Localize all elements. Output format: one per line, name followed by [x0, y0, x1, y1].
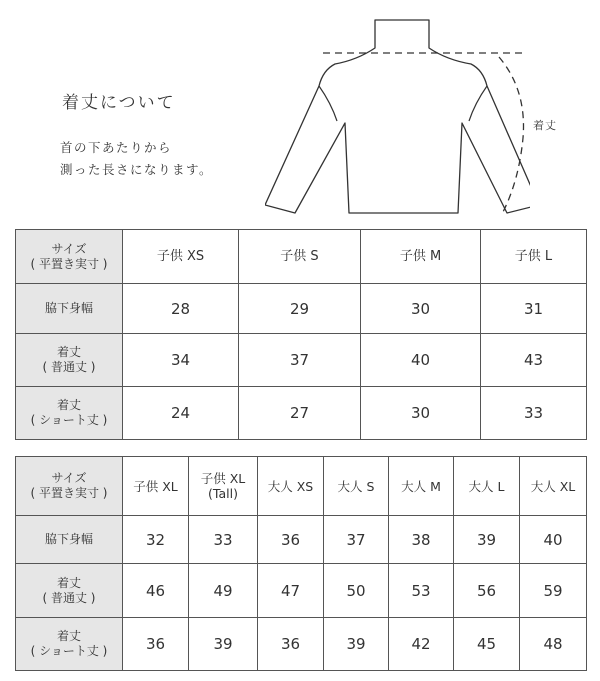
value-cell: 59: [520, 564, 587, 618]
row-label: 着丈 ( 普通丈 ): [16, 564, 123, 618]
value-cell: 24: [123, 387, 239, 440]
column-header: 大人 M: [389, 457, 454, 516]
value-cell: 37: [324, 516, 389, 564]
value-cell: 56: [454, 564, 520, 618]
table-row: [16, 618, 587, 671]
value-cell: 39: [189, 618, 258, 671]
value-cell: 48: [520, 618, 587, 671]
value-cell: 38: [389, 516, 454, 564]
kids-size-table: [15, 229, 587, 440]
table-row: [16, 284, 587, 334]
length-label: 着丈: [533, 119, 557, 132]
section-title: 着丈について: [62, 93, 176, 113]
description-line-1: 首の下あたりから: [60, 140, 173, 155]
value-cell: 37: [239, 334, 361, 387]
column-header: 大人 XS: [258, 457, 324, 516]
value-cell: 31: [481, 284, 587, 334]
value-cell: 42: [389, 618, 454, 671]
value-cell: 40: [520, 516, 587, 564]
table-row: [16, 516, 587, 564]
shirt-outline: [265, 20, 530, 213]
value-cell: 34: [123, 334, 239, 387]
value-cell: 47: [258, 564, 324, 618]
column-header: 子供 L: [481, 230, 587, 284]
value-cell: 50: [324, 564, 389, 618]
column-header: 子供 XS: [123, 230, 239, 284]
value-cell: 36: [258, 618, 324, 671]
value-cell: 36: [123, 618, 189, 671]
value-cell: 28: [123, 284, 239, 334]
value-cell: 27: [239, 387, 361, 440]
value-cell: 29: [239, 284, 361, 334]
column-header: 子供 S: [239, 230, 361, 284]
column-header: 子供 XL: [123, 457, 189, 516]
value-cell: 39: [324, 618, 389, 671]
shirt-diagram: [265, 10, 530, 220]
row-label: 着丈 ( 普通丈 ): [16, 334, 123, 387]
row-label: 着丈 ( ショート丈 ): [16, 618, 123, 671]
value-cell: 46: [123, 564, 189, 618]
table-row: [16, 334, 587, 387]
description: [60, 137, 213, 181]
column-header: 大人 S: [324, 457, 389, 516]
table-header-row: [16, 457, 587, 516]
row-label: 脇下身幅: [16, 284, 123, 334]
value-cell: 53: [389, 564, 454, 618]
column-header: 大人 XL: [520, 457, 587, 516]
value-cell: 30: [361, 387, 481, 440]
column-header: 子供 M: [361, 230, 481, 284]
table-header-row: [16, 230, 587, 284]
value-cell: 33: [481, 387, 587, 440]
value-cell: 43: [481, 334, 587, 387]
row-label: 脇下身幅: [16, 516, 123, 564]
column-header: 大人 L: [454, 457, 520, 516]
value-cell: 45: [454, 618, 520, 671]
header-size-cell: サイズ ( 平置き実寸 ): [16, 230, 123, 284]
description-line-2: 測った長さになります。: [60, 162, 214, 177]
row-label: 着丈 ( ショート丈 ): [16, 387, 123, 440]
adult-size-table: [15, 456, 587, 671]
value-cell: 33: [189, 516, 258, 564]
value-cell: 30: [361, 284, 481, 334]
value-cell: 40: [361, 334, 481, 387]
value-cell: 39: [454, 516, 520, 564]
value-cell: 36: [258, 516, 324, 564]
column-header: 子供 XL (Tall): [189, 457, 258, 516]
value-cell: 32: [123, 516, 189, 564]
table-row: [16, 387, 587, 440]
header-size-cell: サイズ ( 平置き実寸 ): [16, 457, 123, 516]
value-cell: 49: [189, 564, 258, 618]
table-row: [16, 564, 587, 618]
